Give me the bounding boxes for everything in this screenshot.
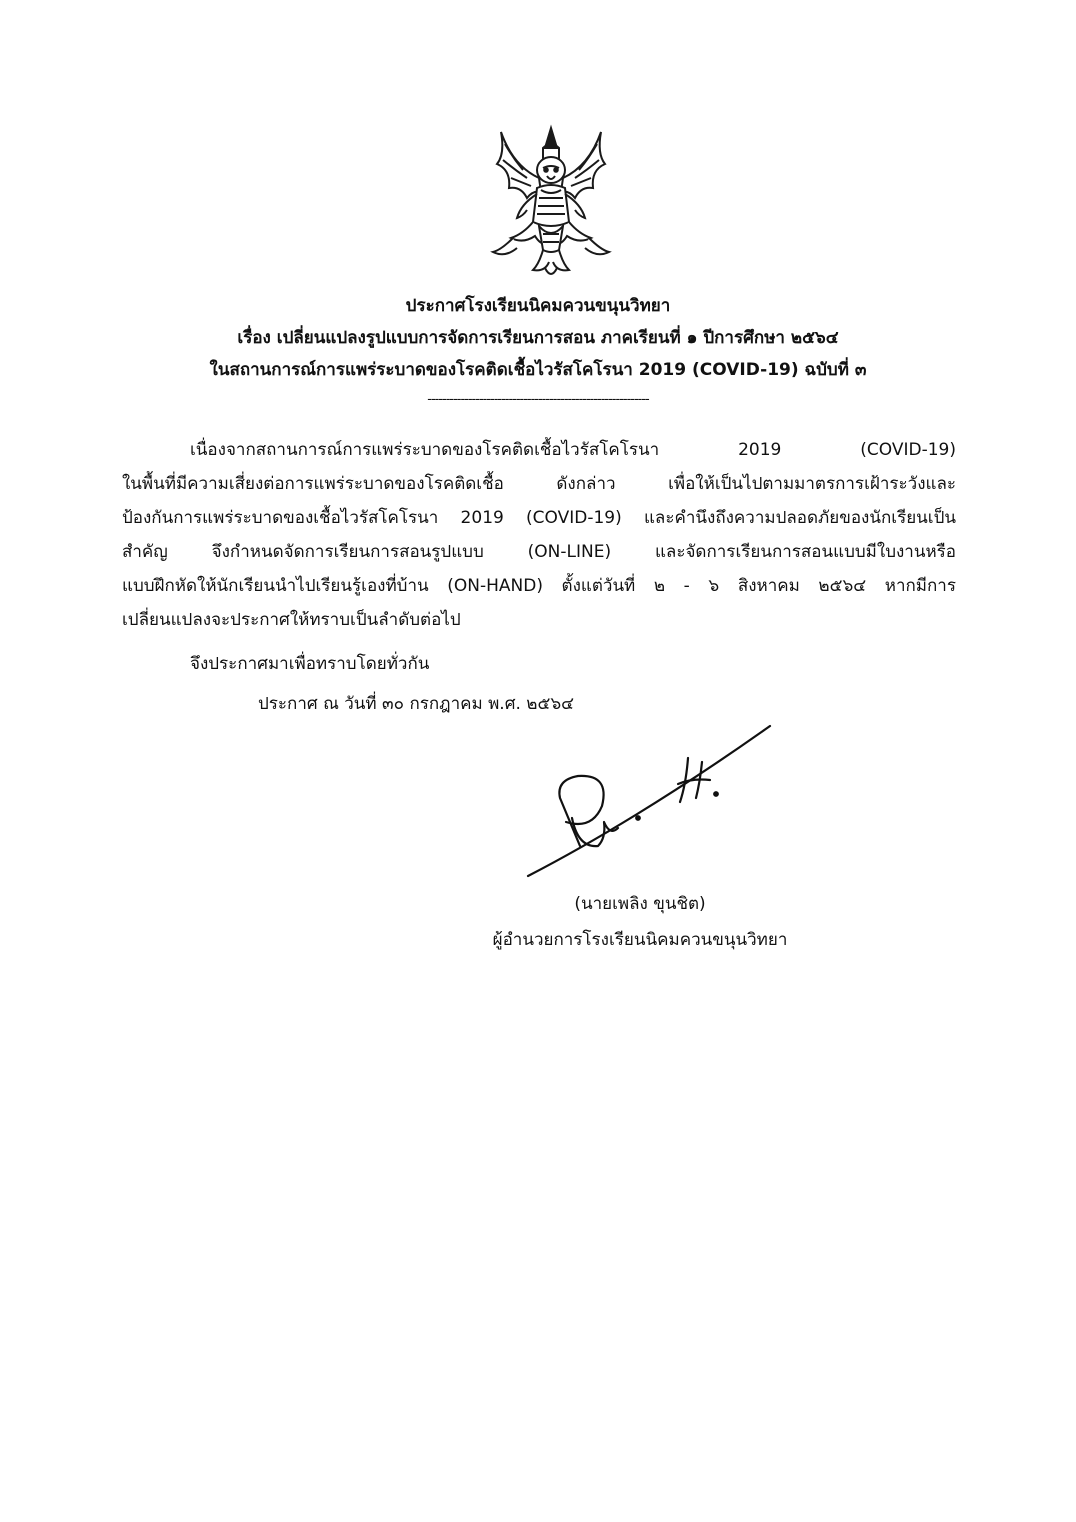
garuda-emblem-icon <box>483 118 619 286</box>
body-line: เนื่องจากสถานการณ์การแพร่ระบาดของโรคติดเชื้อไวรัสโคโรนา 2019 (COVID-19) <box>190 440 956 460</box>
body-line: แบบฝึกหัดให้นักเรียนนำไปเรียนรู้เองที่บ้าน (ON-HAND) ตั้งแต่วันที่ ๒ - ๖ สิงหาคม ๒๕๖๔ หากมีการ <box>122 576 956 596</box>
body-line: สำคัญ จึงกำหนดจัดการเรียนการสอนรูปแบบ (ON-LINE) และจัดการเรียนการสอนแบบมีใบงานหรือ <box>122 542 956 562</box>
closing-statement: จึงประกาศมาเพื่อทราบโดยทั่วกัน <box>190 654 430 674</box>
announcement-subtitle: ในสถานการณ์การแพร่ระบาดของโรคติดเชื้อไวรัสโคโรนา 2019 (COVID-19) ฉบับที่ ๓ <box>209 360 867 380</box>
signer-title: ผู้อำนวยการโรงเรียนนิคมควนขนุนวิทยา <box>492 930 788 950</box>
announcement-date: ประกาศ ณ วันที่ ๓๐ กรกฎาคม พ.ศ. ๒๕๖๔ <box>258 694 575 714</box>
announcement-heading: ประกาศโรงเรียนนิคมควนขนุนวิทยา <box>405 296 671 316</box>
handwritten-signature <box>520 718 780 883</box>
announcement-subject: เรื่อง เปลี่ยนแปลงรูปแบบการจัดการเรียนการสอน ภาคเรียนที่ ๑ ปีการศึกษา ๒๕๖๔ <box>237 328 839 348</box>
body-line: ป้องกันการแพร่ระบาดของเชื้อไวรัสโคโรนา 2019 (COVID-19) และคำนึงถึงความปลอดภัยของนักเรียนเป็น <box>122 508 956 528</box>
body-line: ในพื้นที่มีความเสี่ยงต่อการแพร่ระบาดของโรคติดเชื้อ ดังกล่าว เพื่อให้เป็นไปตามมาตรการเฝ้าระวังและ <box>122 474 956 494</box>
signer-name: (นายเพลิง ขุนชิต) <box>574 894 706 914</box>
heading-divider: ------------------------------------------------------------ <box>427 392 649 407</box>
body-line: เปลี่ยนแปลงจะประกาศให้ทราบเป็นลำดับต่อไป <box>122 610 461 630</box>
